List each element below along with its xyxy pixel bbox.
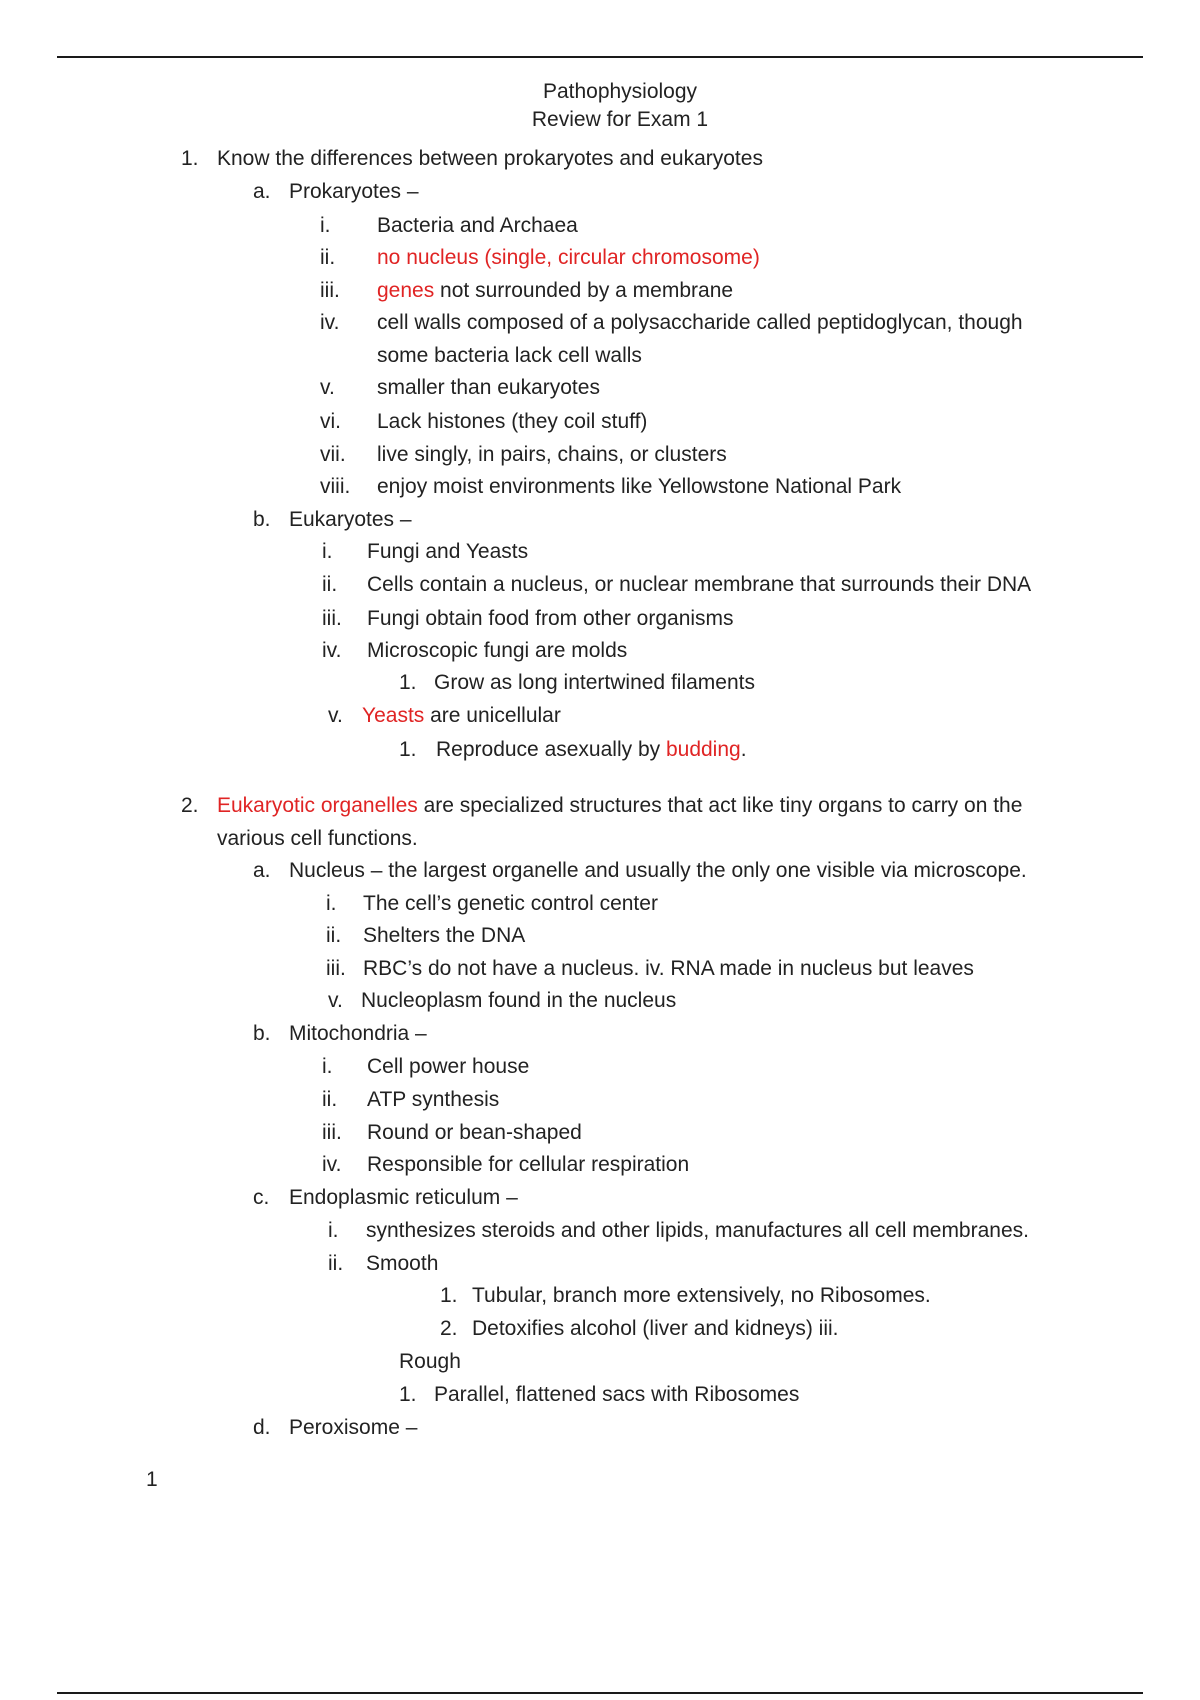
q1-a-iv-marker: iv. [320,311,340,334]
q1-a-ii-text: no nucleus (single, circular chromosome) [377,246,760,269]
q1-a-iii-line [377,278,733,304]
q2-b-iii-marker: iii. [322,1121,342,1144]
q1-b-ii-text: Cells contain a nucleus, or nuclear membrane that surrounds their DNA [367,573,1032,596]
q2-b-iv-marker: iv. [322,1153,342,1176]
q1-a-iii-text: not surrounded by a membrane [434,279,734,302]
q1-b-ii-marker: ii. [322,573,338,596]
q1-b-i-marker: i. [322,540,333,563]
q1-b-v-1-text: Reproduce asexually by [436,738,666,761]
q1-b-iii-text: Fungi obtain food from other organisms [367,607,734,630]
q2-a-v-text: Nucleoplasm found in the nucleus [361,989,677,1012]
q2-c-i-text: synthesizes steroids and other lipids, manufactures all cell membranes. [366,1219,1029,1242]
bottom-rule [57,1692,1143,1694]
q2-highlight: Eukaryotic organelles [217,794,418,817]
q2-c-iii-text: Rough [399,1350,461,1373]
q2-c-marker: c. [253,1186,270,1209]
q2-b-ii-text: ATP synthesis [367,1088,500,1111]
q2-c-ii-1-marker: 1. [440,1284,458,1307]
q1-text: Know the differences between prokaryotes and eukaryotes [217,147,763,170]
q1-b-v-1-marker: 1. [399,738,417,761]
q1-number: 1. [181,147,199,170]
top-rule [57,56,1143,58]
q1-a-iv-text-cont: some bacteria lack cell walls [377,344,642,367]
document-title: Pathophysiology [542,80,698,103]
q2-b-i-text: Cell power house [367,1055,530,1078]
q1-a-marker: a. [253,180,271,203]
q1-a-i-text: Bacteria and Archaea [377,214,578,237]
q2-c-label: Endoplasmic reticulum – [289,1186,518,1209]
q2-a-marker: a. [253,859,271,882]
q2-c-ii-2-text: Detoxifies alcohol (liver and kidneys) iii. [472,1317,839,1340]
q1-a-label: Prokaryotes – [289,180,419,203]
q2-a-iii-marker: iii. [326,957,346,980]
q2-a-ii-marker: ii. [326,924,342,947]
q1-a-ii-marker: ii. [320,246,336,269]
q2-c-ii-marker: ii. [328,1252,344,1275]
q2-a-iii-text: RBC’s do not have a nucleus. iv. RNA made in nucleus but leaves [363,957,974,980]
q1-a-vi-text: Lack histones (they coil stuff) [377,410,648,433]
q1-a-vii-text: live singly, in pairs, chains, or clusters [377,443,727,466]
q1-a-viii-marker: viii. [320,475,351,498]
q2-a-i-marker: i. [326,892,337,915]
q2-b-i-marker: i. [322,1055,333,1078]
q2-d-marker: d. [253,1416,271,1439]
q1-a-v-marker: v. [320,376,335,399]
q1-b-v-1-period: . [740,738,747,761]
q1-b-marker: b. [253,508,271,531]
q1-a-iv-text: cell walls composed of a polysaccharide called peptidoglycan, though [377,311,1023,334]
q1-a-iii-highlight: genes [377,279,435,302]
q2-a-i-text: The cell’s genetic control center [363,892,658,915]
q2-c-ii-1-text: Tubular, branch more extensively, no Ribosomes. [472,1284,931,1307]
q2-b-ii-marker: ii. [322,1088,338,1111]
q2-b-iii-text: Round or bean-shaped [367,1121,582,1144]
q1-a-v-text: smaller than eukaryotes [377,376,600,399]
q2-c-ii-2-marker: 2. [440,1317,458,1340]
q2-b-iv-text: Responsible for cellular respiration [367,1153,690,1176]
q1-b-label: Eukaryotes – [289,508,412,531]
q2-c-ii-text: Smooth [366,1252,439,1275]
q1-b-v-marker: v. [328,704,343,727]
q2-line [217,793,1022,819]
q1-b-iv-1-marker: 1. [399,671,417,694]
q1-a-iii-marker: iii. [320,279,340,302]
q1-b-v-line [362,703,561,729]
q2-a-v-marker: v. [328,989,343,1012]
page-number: 1 [146,1468,158,1491]
q2-d-label: Peroxisome – [289,1416,418,1439]
q2-text: are specialized structures that act like tiny organs to carry on the [417,794,1023,817]
q1-b-iv-marker: iv. [322,639,342,662]
q2-a-label: Nucleus – the largest organelle and usually the only one visible via microscope. [289,859,1027,882]
q1-a-vi-marker: vi. [320,410,341,433]
q2-c-i-marker: i. [328,1219,339,1242]
q2-b-marker: b. [253,1022,271,1045]
q1-a-vii-marker: vii. [320,443,346,466]
q2-b-label: Mitochondria – [289,1022,427,1045]
q1-a-i-marker: i. [320,214,331,237]
q1-b-v-text: are unicellular [424,704,561,727]
q2-a-ii-text: Shelters the DNA [363,924,526,947]
q1-b-iv-text: Microscopic fungi are molds [367,639,628,662]
q1-a-viii-text: enjoy moist environments like Yellowstone National Park [377,475,902,498]
q2-c-iii-1-marker: 1. [399,1383,417,1406]
q1-b-iii-marker: iii. [322,607,342,630]
q1-b-v-1-line [436,737,747,763]
q1-b-v-highlight: Yeasts [362,704,425,727]
q2-c-iii-1-text: Parallel, flattened sacs with Ribosomes [434,1383,800,1406]
document-subtitle: Review for Exam 1 [531,108,709,131]
q1-b-iv-1-text: Grow as long intertwined filaments [434,671,755,694]
q2-text-cont: various cell functions. [217,827,418,850]
q2-number: 2. [181,794,199,817]
q1-b-v-1-highlight: budding [665,738,741,761]
q1-b-i-text: Fungi and Yeasts [367,540,529,563]
document-header [0,78,1200,134]
